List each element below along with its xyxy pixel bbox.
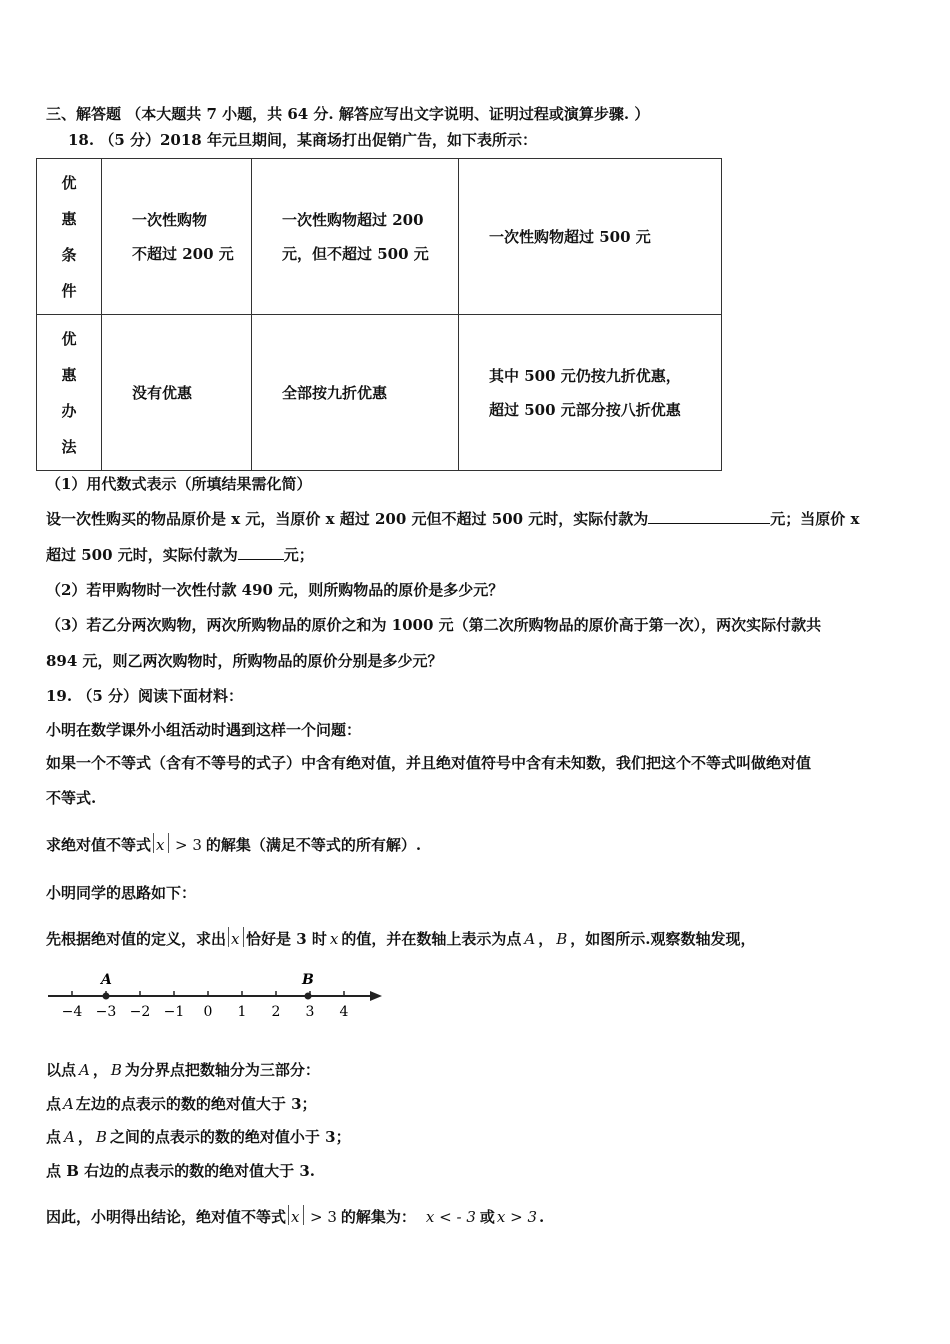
q19-p3 <box>46 835 421 855</box>
table-row <box>37 159 722 315</box>
abs-expression <box>151 835 171 855</box>
table-cell <box>102 315 252 471</box>
cell-text: 超过 500 元部分按八折优惠 <box>489 400 681 419</box>
text-span: 的值，并在数轴上表示为点 <box>341 930 522 948</box>
header-char: 惠 <box>61 365 77 384</box>
cell-text: 其中 500 元仍按九折优惠， <box>489 366 681 385</box>
math-text: > 3 <box>175 836 202 854</box>
row-header-methods <box>37 315 102 471</box>
q19-p4: 小明同学的思路如下： <box>46 884 197 902</box>
q18-part3-line2: 894 元，则乙两次购物时，所购物品的原价分别是多少元？ <box>46 652 443 670</box>
text-span: 点 <box>46 1095 62 1113</box>
tick-label: −3 <box>95 1004 117 1020</box>
cell-text: 没有优惠 <box>132 383 193 402</box>
table-row <box>37 315 722 471</box>
text-span: ， <box>77 1128 93 1146</box>
text-span: 求绝对值不等式 <box>46 836 152 854</box>
q18-part3-line1: （3）若乙分两次购物，两次所购物品的原价之和为 1000 元（第二次所购物品的原价高于第一次），两次实际付款共 <box>46 616 822 634</box>
header-char: 条 <box>61 245 77 264</box>
point-b-label: B <box>95 1128 107 1146</box>
cell-text: 一次性购物超过 500 元 <box>489 227 651 246</box>
header-char: 法 <box>61 437 77 456</box>
table-cell <box>102 159 252 315</box>
cell-text: 不超过 200 元 <box>132 244 234 263</box>
text-span: 先根据绝对值的定义，求出 <box>46 930 227 948</box>
abs-bars <box>153 833 169 853</box>
q18-part1-title: （1）用代数式表示（所填结果需化简） <box>46 475 312 493</box>
text-span: 恰好是 3 时 <box>246 930 327 948</box>
q19-p5 <box>46 929 756 949</box>
tick-label: −1 <box>163 1004 185 1020</box>
variable-x: x <box>156 836 165 854</box>
q19-p6 <box>46 1060 320 1080</box>
answer-blank[interactable] <box>238 545 284 560</box>
section-header: 三、解答题 （本大题共 7 小题，共 64 分. 解答应写出文字说明、证明过程或演算步骤. ） <box>46 105 650 123</box>
tick-label: 1 <box>237 1004 247 1020</box>
promotion-table <box>36 158 722 471</box>
variable-x: x <box>291 1208 300 1226</box>
table-cell <box>252 315 459 471</box>
tick-label: 4 <box>339 1004 349 1020</box>
text-span: ， <box>538 930 554 948</box>
text-span: 元； <box>283 546 314 564</box>
table-cell <box>459 159 722 315</box>
text-span: 元；当原价 x <box>770 510 860 528</box>
text-span: 设一次性购买的物品原价是 x 元，当原价 x 超过 200 元但不超过 500 元时，实际付款为 <box>46 510 649 528</box>
point-a-text: A <box>101 972 112 988</box>
text-span: 因此，小明得出结论，绝对值不等式 <box>46 1208 287 1226</box>
header-char: 办 <box>61 401 77 420</box>
text-span: . <box>539 1208 545 1226</box>
math-text: > 3 <box>310 1208 337 1226</box>
text-span: 点 <box>46 1128 62 1146</box>
q19-p7 <box>46 1094 317 1114</box>
q19-p9: 点 B 右边的点表示的数的绝对值大于 3. <box>46 1162 316 1180</box>
text-span: 的解集（满足不等式的所有解）. <box>205 836 422 854</box>
q18-part1-line2 <box>46 545 314 565</box>
q18-part1-line1 <box>46 509 859 529</box>
text-span: ，如图所示.观察数轴发现， <box>570 930 756 948</box>
q19-p8 <box>46 1127 351 1147</box>
variable-x: x <box>231 930 240 948</box>
row-header-conditions <box>37 159 102 315</box>
point-a-label: A <box>79 1061 90 1079</box>
text-span: 左边的点表示的数的绝对值大于 3； <box>75 1095 317 1113</box>
q19-p2-line1: 如果一个不等式（含有不等号的式子）中含有绝对值，并且绝对值符号中含有未知数，我们把这个不等式叫做绝对值 <box>46 754 812 772</box>
table-cell <box>252 159 459 315</box>
abs-expression <box>226 929 246 949</box>
arrow-icon <box>370 991 382 1001</box>
answer-blank[interactable] <box>648 509 770 524</box>
tick-label: −4 <box>61 1004 83 1020</box>
text-span: 超过 500 元时，实际付款为 <box>46 546 238 564</box>
text-span: 的解集为： <box>340 1208 416 1226</box>
tick-label: 0 <box>203 1004 213 1020</box>
point-b-label: B <box>110 1061 122 1079</box>
point-b-label: B <box>556 930 568 948</box>
text-span: 以点 <box>46 1061 77 1079</box>
point-a-label: A <box>64 1128 75 1146</box>
q19-p2-line2: 不等式. <box>46 789 97 807</box>
point-b-dot <box>305 993 312 1000</box>
header-char: 优 <box>61 173 77 192</box>
solution-part-2: x > 3 <box>496 1208 537 1226</box>
point-a-label: A <box>63 1095 74 1113</box>
point-a-label: A <box>524 930 536 948</box>
cell-text: 元，但不超过 500 元 <box>282 244 429 263</box>
q18-intro: 18. （5 分）2018 年元旦期间，某商场打出促销广告，如下表所示： <box>68 131 537 149</box>
q19-p1: 小明在数学课外小组活动时遇到这样一个问题： <box>46 721 362 739</box>
cell-text: 全部按九折优惠 <box>282 383 388 402</box>
point-a-dot <box>103 993 110 1000</box>
table-cell <box>459 315 722 471</box>
tick-label: −2 <box>129 1004 151 1020</box>
abs-bars <box>228 927 244 947</box>
q19-intro: 19. （5 分）阅读下面材料： <box>46 687 243 705</box>
text-span: 为分界点把数轴分为三部分： <box>124 1061 320 1079</box>
text-span: 之间的点表示的数的绝对值小于 3； <box>109 1128 351 1146</box>
text-span: ， <box>92 1061 108 1079</box>
cell-text: 一次性购物 <box>132 210 208 229</box>
cell-text: 一次性购物超过 200 <box>282 210 424 229</box>
text-span: 或 <box>479 1208 495 1226</box>
number-line <box>44 968 389 1026</box>
tick-label: 2 <box>271 1004 281 1020</box>
q19-p10 <box>46 1207 544 1227</box>
solution-part-1: x < - 3 <box>425 1208 476 1226</box>
tick-label: 3 <box>305 1004 315 1020</box>
q18-part2: （2）若甲购物时一次性付款 490 元，则所购物品的原价是多少元？ <box>46 581 504 599</box>
abs-expression <box>286 1207 306 1227</box>
header-char: 件 <box>61 281 77 300</box>
abs-bars <box>288 1205 304 1225</box>
header-char: 优 <box>61 329 77 348</box>
point-b-text: B <box>302 972 314 988</box>
header-char: 惠 <box>61 209 77 228</box>
variable-x: x <box>329 930 339 948</box>
